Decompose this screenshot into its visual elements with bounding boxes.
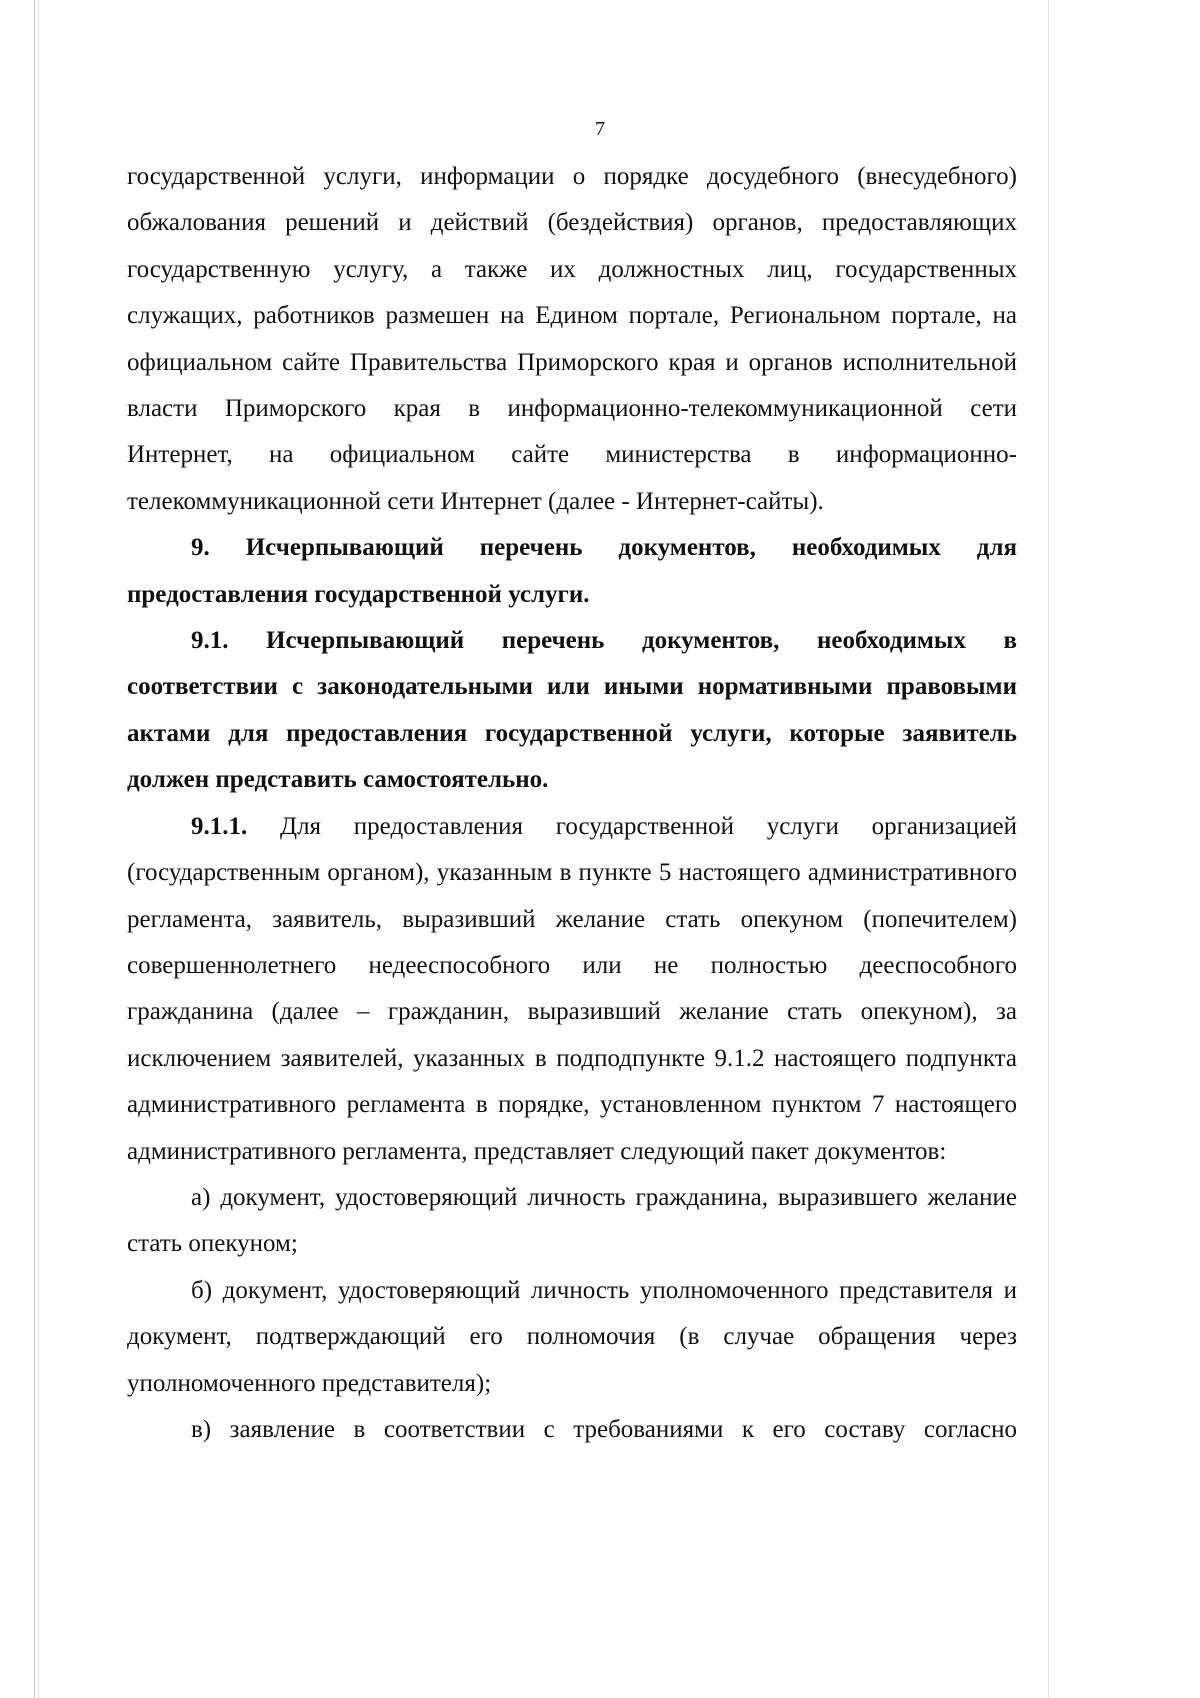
scan-edge-line [38,0,39,1698]
paragraph-9-1-1 [127,804,1017,1175]
list-item-v: в) заявление в соответствии с требованиями к его составу согласно [191,1415,1017,1443]
list-item-a: а) документ, удостоверяющий личность гражданина, выразившего желание стать опекуном; [127,1183,1017,1258]
paragraph-continuation: государственной услуги, информации о порядке досудебного (внесудебного) обжалования решений и действий (бездействия) органов, предоставляющих государственную услугу, а также их должностных лиц, государственных служащих, работников размешен на Едином портале, Региональном портале, на официальном сайте Правительства Приморского края и органов исполнительной власти Приморского края в информационно-телекоммуникационной сети Интернет, на официальном сайте министерства в информационно-телекоммуникационной сети Интернет (далее - Интернет-сайты). [127,163,1017,515]
section-heading-9: 9. Исчерпывающий перечень документов, необходимых для предоставления государственной услуги. [127,534,1017,608]
page-number: 7 [595,118,605,140]
clause-number: 9.1.1. [191,812,248,840]
scan-edge-line [34,0,35,1698]
section-heading-9-1: 9.1. Исчерпывающий перечень документов, необходимых в соответствии с законодательными или иными нормативными правовыми актами для предоставления государственной услуги, которые заявитель должен представить самостоятельно. [127,627,1017,794]
document-body [127,154,1017,1453]
scan-fold-line [1048,0,1049,1698]
list-item-b: б) документ, удостоверяющий личность уполномоченного представителя и документ, подтверждающий его полномочия (в случае обращения через уполномоченного представителя); [127,1276,1017,1397]
clause-text: Для предоставления государственной услуги организацией (государственным органом), указанным в пункте 5 настоящего административного регламента, заявитель, выразивший желание стать опекуном (попечителем) совершеннолетнего недееспособного или не полностью дееспособного гражданина (далее – гражданин, выразивший желание стать опекуном), за исключением заявителей, указанных в подподпункте 9.1.2 настоящего подпункта административного регламента в порядке, установленном пунктом 7 настоящего административного регламента, представляет следующий пакет документов: [127,812,1017,1165]
